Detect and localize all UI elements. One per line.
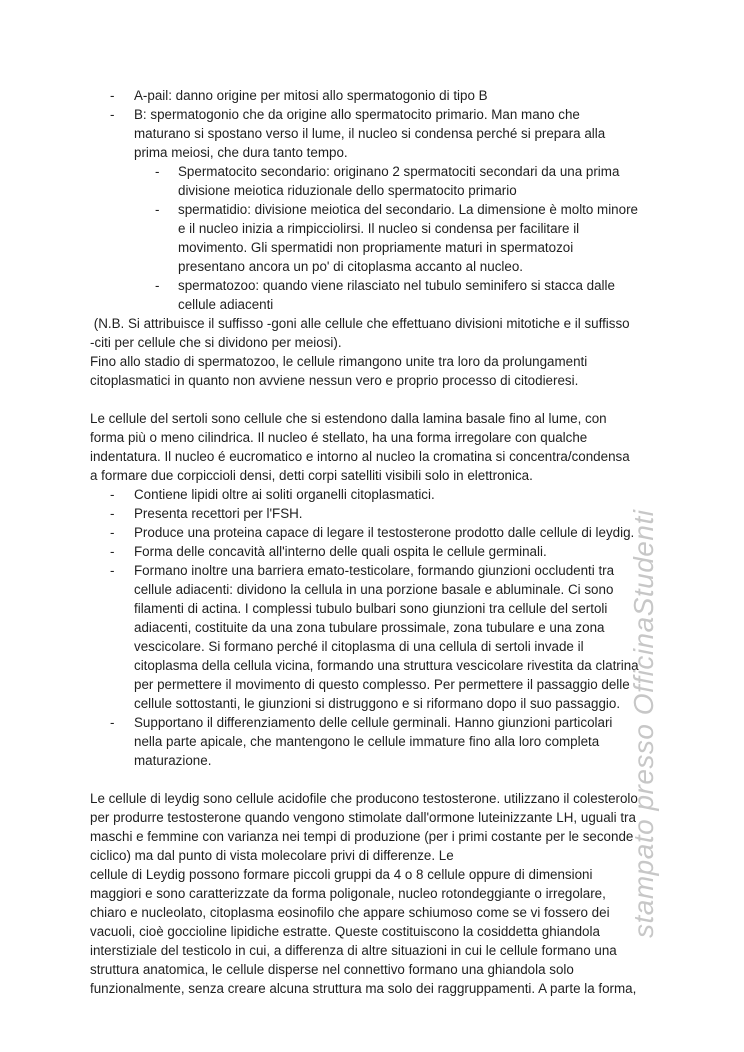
text-line: Fino allo stadio di spermatozoo, le cellule rimangono unite tra loro da prolungamenti: [90, 354, 588, 369]
bullet-dash-icon: -: [155, 278, 160, 293]
text-line: cellule di Leydig possono formare piccoli gruppi da 4 o 8 cellule oppure di dimensioni: [90, 867, 593, 882]
text-line: adiacenti, costituite da una zona tubulare prossimale, zona tubulare e una zona: [134, 620, 605, 635]
text-line: Forma delle concavità all'interno delle quali ospita le cellule germinali.: [134, 544, 547, 559]
bullet-text: [134, 485, 706, 504]
text-line: maturazione.: [134, 753, 212, 768]
bullet-text: [134, 561, 706, 713]
text-line: filamenti di actina. I complessi tubulo bulbari sono giunzioni tra cellule del sertoli: [134, 601, 608, 616]
text-line: ciclico) ma dal punto di vista molecolare privi di differenze. Le: [90, 848, 454, 863]
text-line: maschi e femmine con varianza nei tempi di produzione (per i primi costante per le seconde: [90, 829, 634, 844]
text-line: Le cellule del sertoli sono cellule che si estendono dalla lamina basale fino al lume, con: [90, 411, 607, 426]
paragraph: [90, 314, 706, 390]
bullet-item: [90, 504, 706, 523]
bullet-text: [134, 523, 706, 542]
text-line: a formare due corpiccioli densi, detti corpi satelliti visibili solo in elettronica.: [90, 468, 533, 483]
bullet-item: [90, 713, 706, 770]
bullet-text: [134, 542, 706, 561]
text-line: -citi per cellule che si dividono per meiosi).: [90, 335, 342, 350]
text-line: presentano ancora un po' di citoplasma accanto al nucleo.: [178, 259, 523, 274]
text-line: vacuoli, cioè goccioline lipidiche estratte. Queste costituiscono la cosiddetta ghiandola: [90, 924, 600, 939]
bullet-dash-icon: -: [110, 506, 115, 521]
bullet-item: [90, 542, 706, 561]
text-line: Formano inoltre una barriera emato-testicolare, formando giunzioni occludenti tra: [134, 563, 615, 578]
text-line: maturano si spostano verso il lume, il nucleo si condensa perché si prepara alla: [134, 126, 606, 141]
bullet-text: [134, 713, 706, 770]
bullet-item: [90, 200, 706, 276]
text-line: cellule adiacenti: [178, 297, 274, 312]
bullet-dash-icon: -: [110, 563, 115, 578]
bullet-dash-icon: -: [110, 715, 115, 730]
text-line: vescicolare. Si formano perché il citoplasma di una cellula di sertoli invade il: [134, 639, 584, 654]
text-line: (N.B. Si attribuisce il suffisso -goni alle cellule che effettuano divisioni mitotiche e il suffisso: [90, 316, 630, 331]
text-line: cellule adiacenti: dividono la cellula in una porzione basale e abluminale. Ci sono: [134, 582, 614, 597]
bullet-text: [134, 86, 706, 105]
bullet-item: [90, 523, 706, 542]
bullet-item: [90, 105, 706, 162]
text-line: funzionalmente, senza creare alcuna struttura ma solo dei raggruppamenti. A parte la forma,: [90, 981, 637, 996]
text-line: forma più o meno cilindrica. Il nucleo é stellato, ha una forma irregolare con qualche: [90, 430, 588, 445]
text-line: maggiori e sono caratterizzate da forma poligonale, nucleo rotondeggiante o irregolare,: [90, 886, 606, 901]
bullet-text: [178, 276, 706, 314]
bullet-item: [90, 276, 706, 314]
bullet-dash-icon: -: [110, 88, 115, 103]
document-body: [90, 86, 706, 998]
blank-line: [90, 390, 706, 409]
bullet-text: [178, 162, 706, 200]
bullet-item: [90, 162, 706, 200]
bullet-item: [90, 561, 706, 713]
bullet-dash-icon: -: [110, 107, 115, 122]
bullet-dash-icon: -: [155, 202, 160, 217]
text-line: Presenta recettori per l'FSH.: [134, 506, 303, 521]
bullet-item: [90, 86, 706, 105]
text-line: B: spermatogonio che da origine allo spermatocito primario. Man mano che: [134, 107, 580, 122]
text-line: citoplasmatici in quanto non avviene nessun vero e proprio processo di citodieresi.: [90, 373, 579, 388]
text-line: e il nucleo inizia a rimpicciolirsi. Il nucleo si condensa per facilitare il: [178, 221, 580, 236]
text-line: per permettere il movimento di questo complesso. Per permettere il passaggio delle: [134, 677, 630, 692]
text-line: A-pail: danno origine per mitosi allo spermatogonio di tipo B: [134, 88, 488, 103]
text-line: spermatidio: divisione meiotica del secondario. La dimensione è molto minore: [178, 202, 638, 217]
paragraph: [90, 789, 706, 998]
blank-line: [90, 770, 706, 789]
text-line: divisione meiotica riduzionale dello spermatocito primario: [178, 183, 517, 198]
bullet-text: [178, 200, 706, 276]
text-line: Produce una proteina capace di legare il testosterone prodotto dalle cellule di leydig.: [134, 525, 635, 540]
bullet-item: [90, 485, 706, 504]
bullet-dash-icon: -: [155, 164, 160, 179]
text-line: interstiziale del testicolo in cui, a differenza di altre situazioni in cui le cellule formano una: [90, 943, 617, 958]
text-line: spermatozoo: quando viene rilasciato nel tubulo seminifero si stacca dalle: [178, 278, 615, 293]
text-line: chiaro e nucleolato, citoplasma eosinofilo che appare schiumoso come se vi fossero dei: [90, 905, 610, 920]
bullet-text: [134, 504, 706, 523]
text-line: struttura anatomica, le cellule disperse nel connettivo formano una ghiandola solo: [90, 962, 574, 977]
watermark-text: stampato presso OfficinaStudenti: [628, 509, 659, 938]
bullet-dash-icon: -: [110, 544, 115, 559]
paragraph: [90, 409, 706, 485]
text-line: nella parte apicale, che mantengono le cellule immature fino alla loro completa: [134, 734, 600, 749]
text-line: Le cellule di leydig sono cellule acidofile che producono testosterone. utilizzano il colesterolo: [90, 791, 638, 806]
text-line: per produrre testosterone quando vengono stimolate dall'ormone luteinizzante LH, uguali tra: [90, 810, 636, 825]
text-line: cellule sottostanti, le giunzioni si distruggono e si riformano dopo il suo passaggio.: [134, 696, 621, 711]
text-line: prima meiosi, che dura tanto tempo.: [134, 145, 348, 160]
text-line: indentatura. Il nucleo é eucromatico e intorno al nucleo la cromatina si concentra/condensa: [90, 449, 630, 464]
text-line: Contiene lipidi oltre ai soliti organelli citoplasmatici.: [134, 487, 435, 502]
text-line: movimento. Gli spermatidi non propriamente maturi in spermatozoi: [178, 240, 574, 255]
bullet-dash-icon: -: [110, 525, 115, 540]
text-line: Supportano il differenziamento delle cellule germinali. Hanno giunzioni particolari: [134, 715, 613, 730]
bullet-text: [134, 105, 706, 162]
text-line: citoplasma della cellula vicina, formando una struttura vescicolare rivestita da clatrina: [134, 658, 639, 673]
bullet-dash-icon: -: [110, 487, 115, 502]
text-line: Spermatocito secondario: originano 2 spermatociti secondari da una prima: [178, 164, 620, 179]
